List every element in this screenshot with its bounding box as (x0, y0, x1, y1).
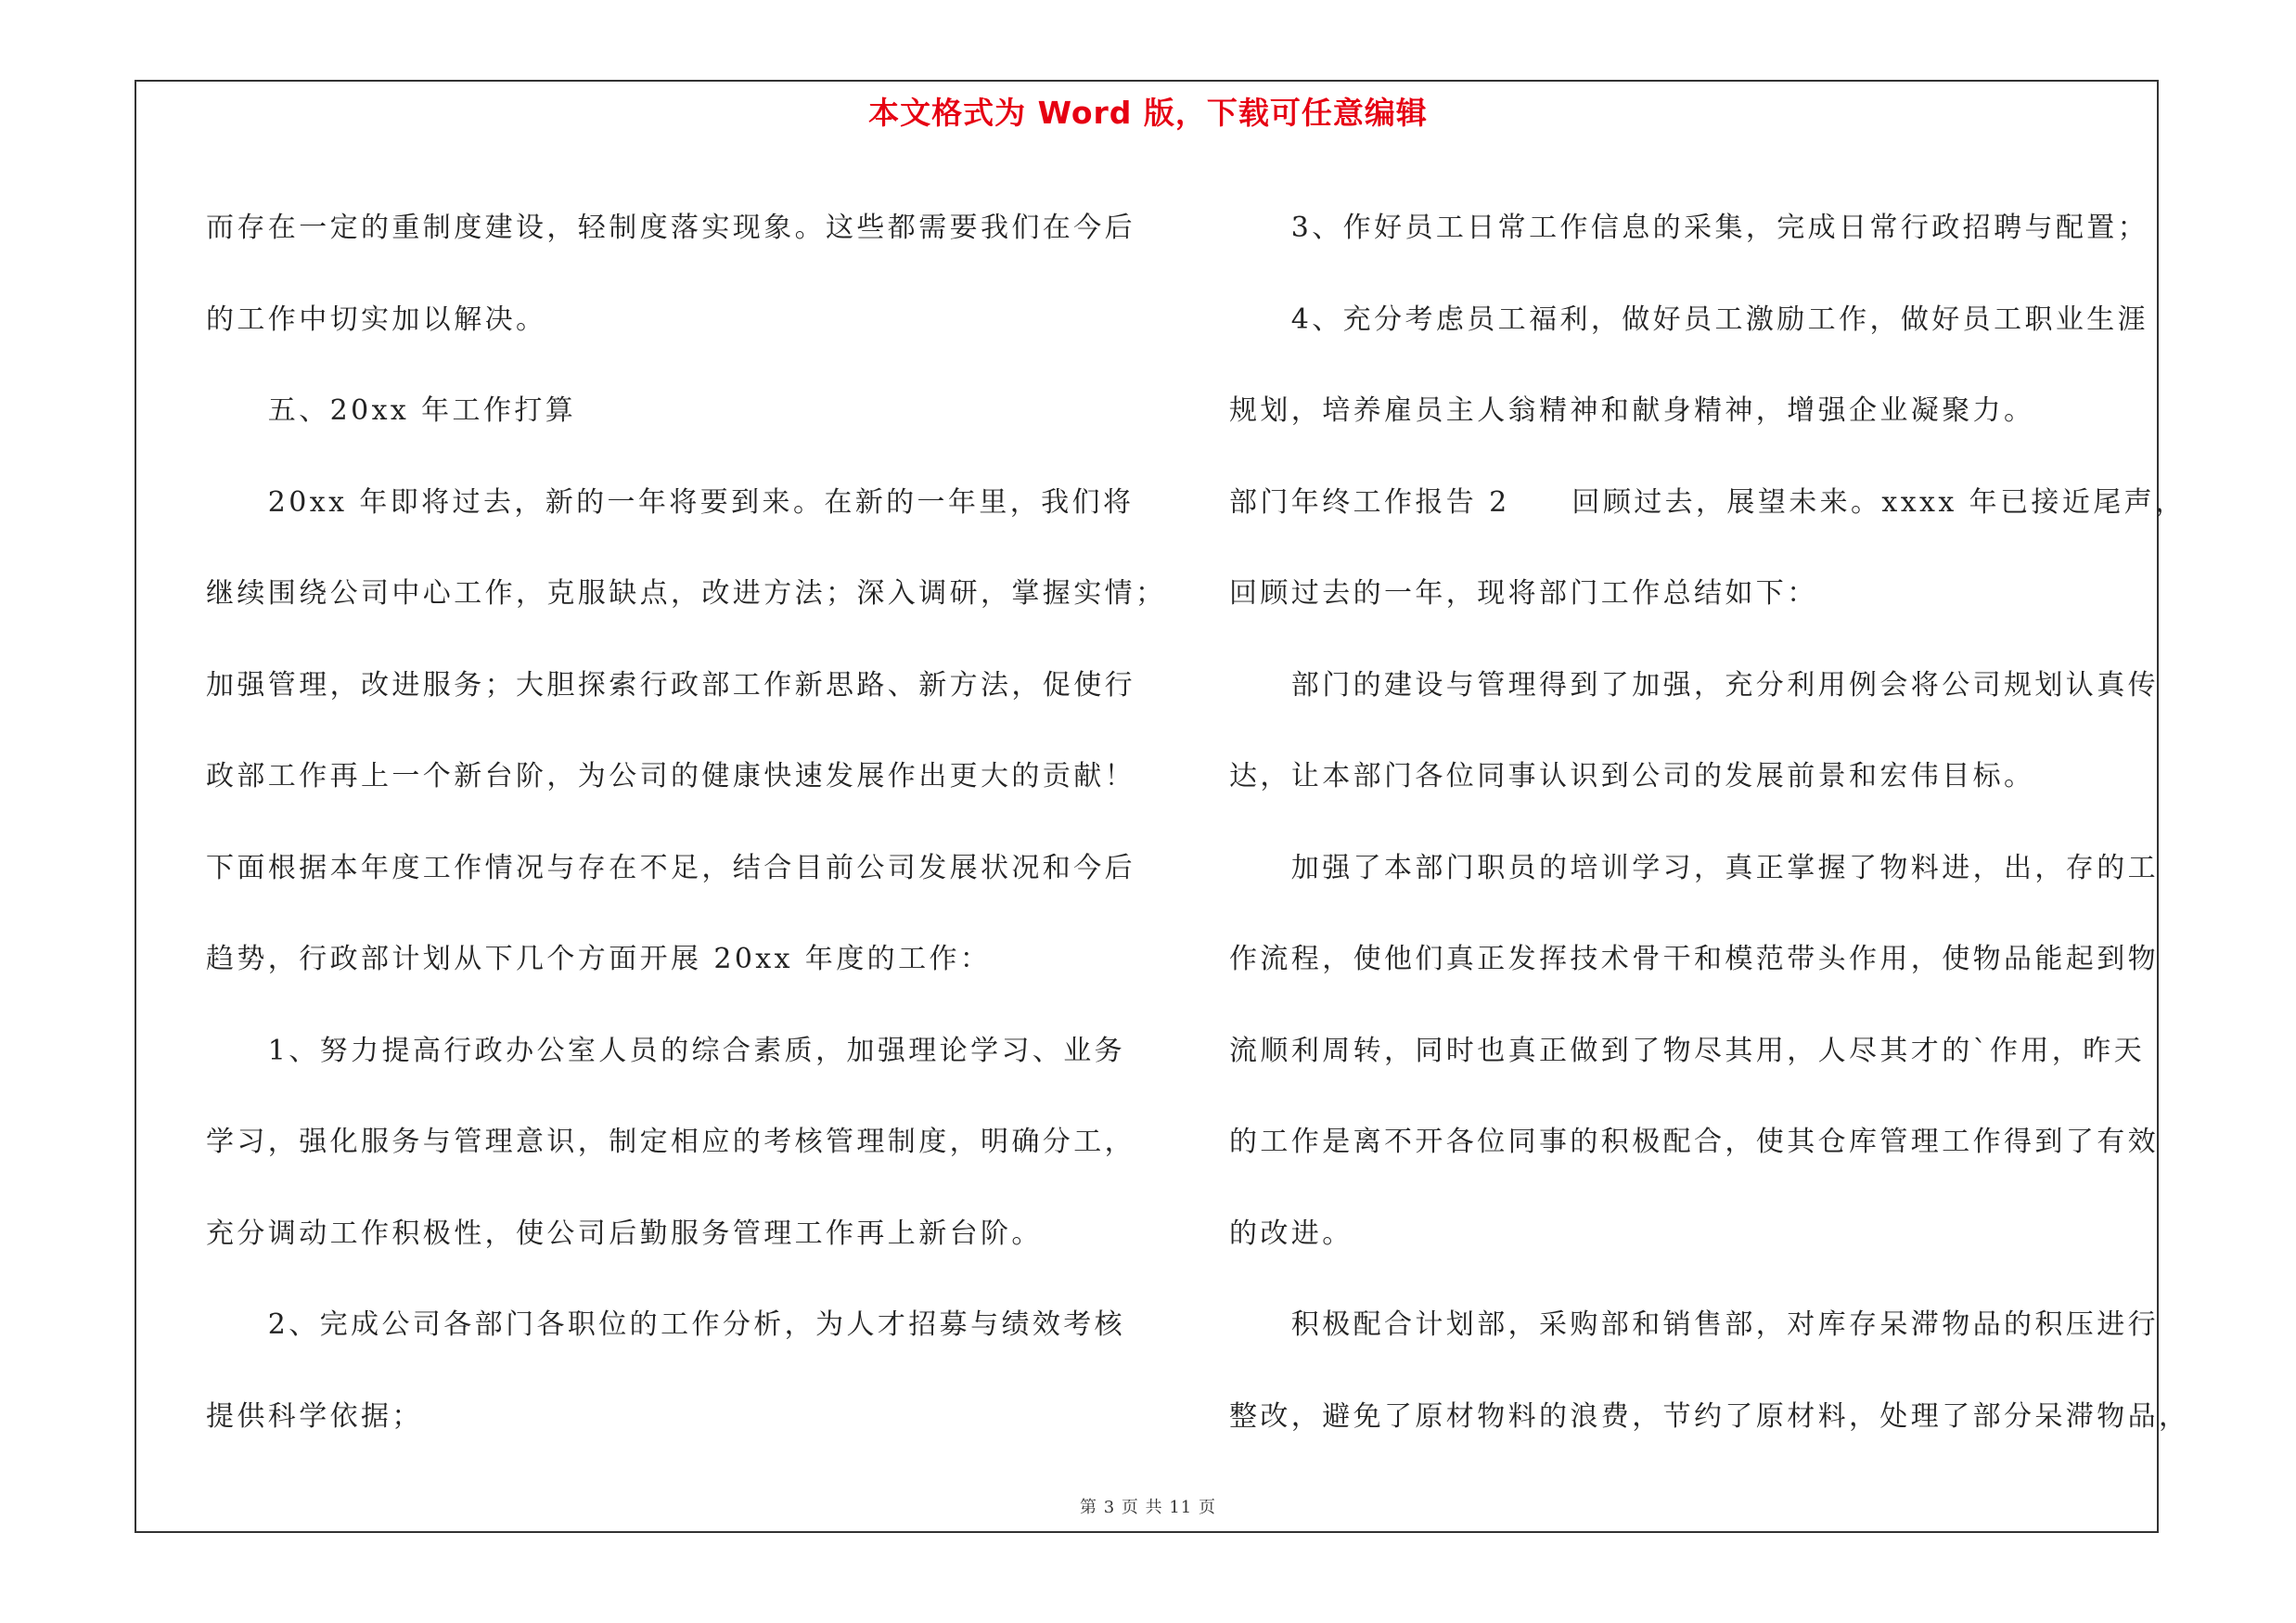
text-line: 20xx 年即将过去，新的一年将要到来。在新的一年里，我们将 (206, 485, 1135, 519)
text-line: 趋势，行政部计划从下几个方面开展 20xx 年度的工作： (206, 943, 992, 975)
text-line: 下面根据本年度工作情况与存在不足，结合目前公司发展状况和今后 (206, 851, 1135, 884)
text-line: 达，让本部门各位同事认识到公司的发展前景和宏伟目标。 (1229, 760, 2035, 792)
text-line: 充分调动工作积极性，使公司后勤服务管理工作再上新台阶。 (206, 1217, 1043, 1250)
text-line: 加强了本部门职员的培训学习，真正掌握了物料进，出，存的工 (1229, 851, 2159, 884)
text-line: 的改进。 (1229, 1217, 1353, 1250)
text-line: 4、充分考虑员工福利，做好员工激励工作，做好员工职业生涯 (1229, 303, 2149, 336)
text-line: 继续围绕公司中心工作，克服缺点，改进方法；深入调研，掌握实情； (206, 577, 1167, 610)
text-line: 的工作是离不开各位同事的积极配合，使其仓库管理工作得到了有效 (1229, 1126, 2159, 1158)
right-column (1229, 183, 2190, 1462)
text-line: 加强管理，改进服务；大胆探索行政部工作新思路、新方法，促使行 (206, 668, 1135, 702)
report-title-line: 部门年终工作报告 2 回顾过去，展望未来。xxxx 年已接近尾声， (1229, 485, 2187, 519)
text-line: 1、努力提高行政办公室人员的综合素质，加强理论学习、业务 (206, 1034, 1126, 1067)
text-line: 3、作好员工日常工作信息的采集，完成日常行政招聘与配置； (1229, 212, 2149, 244)
page-number: 第 3 页 共 11 页 (1080, 1498, 1216, 1517)
text-line: 部门的建设与管理得到了加强，充分利用例会将公司规划认真传 (1229, 668, 2159, 702)
text-line: 积极配合计划部，采购部和销售部，对库存呆滞物品的积压进行 (1229, 1308, 2159, 1341)
text-line: 2、完成公司各部门各职位的工作分析，为人才招募与绩效考核 (206, 1308, 1126, 1341)
document-banner: 本文格式为 Word 版，下载可任意编辑 (868, 95, 1428, 131)
text-line: 而存在一定的重制度建设，轻制度落实现象。这些都需要我们在今后 (206, 212, 1135, 244)
left-column (206, 183, 1167, 1462)
text-line: 提供科学依据； (206, 1399, 423, 1433)
section-heading: 五、20xx 年工作打算 (206, 394, 577, 427)
text-line: 规划，培养雇员主人翁精神和献身精神，增强企业凝聚力。 (1229, 394, 2035, 427)
text-line: 回顾过去的一年，现将部门工作总结如下： (1229, 577, 1818, 610)
text-line: 流顺利周转，同时也真正做到了物尽其用，人尽其才的`作用，昨天 (1229, 1034, 2145, 1067)
text-line: 整改，避免了原材物料的浪费，节约了原材料，处理了部分呆滞物品， (1229, 1399, 2190, 1433)
text-line: 的工作中切实加以解决。 (206, 303, 547, 336)
text-line: 政部工作再上一个新台阶，为公司的健康快速发展作出更大的贡献！ (206, 760, 1135, 792)
text-line: 作流程，使他们真正发挥技术骨干和模范带头作用，使物品能起到物 (1229, 943, 2159, 975)
text-line: 学习，强化服务与管理意识，制定相应的考核管理制度，明确分工， (206, 1126, 1135, 1158)
